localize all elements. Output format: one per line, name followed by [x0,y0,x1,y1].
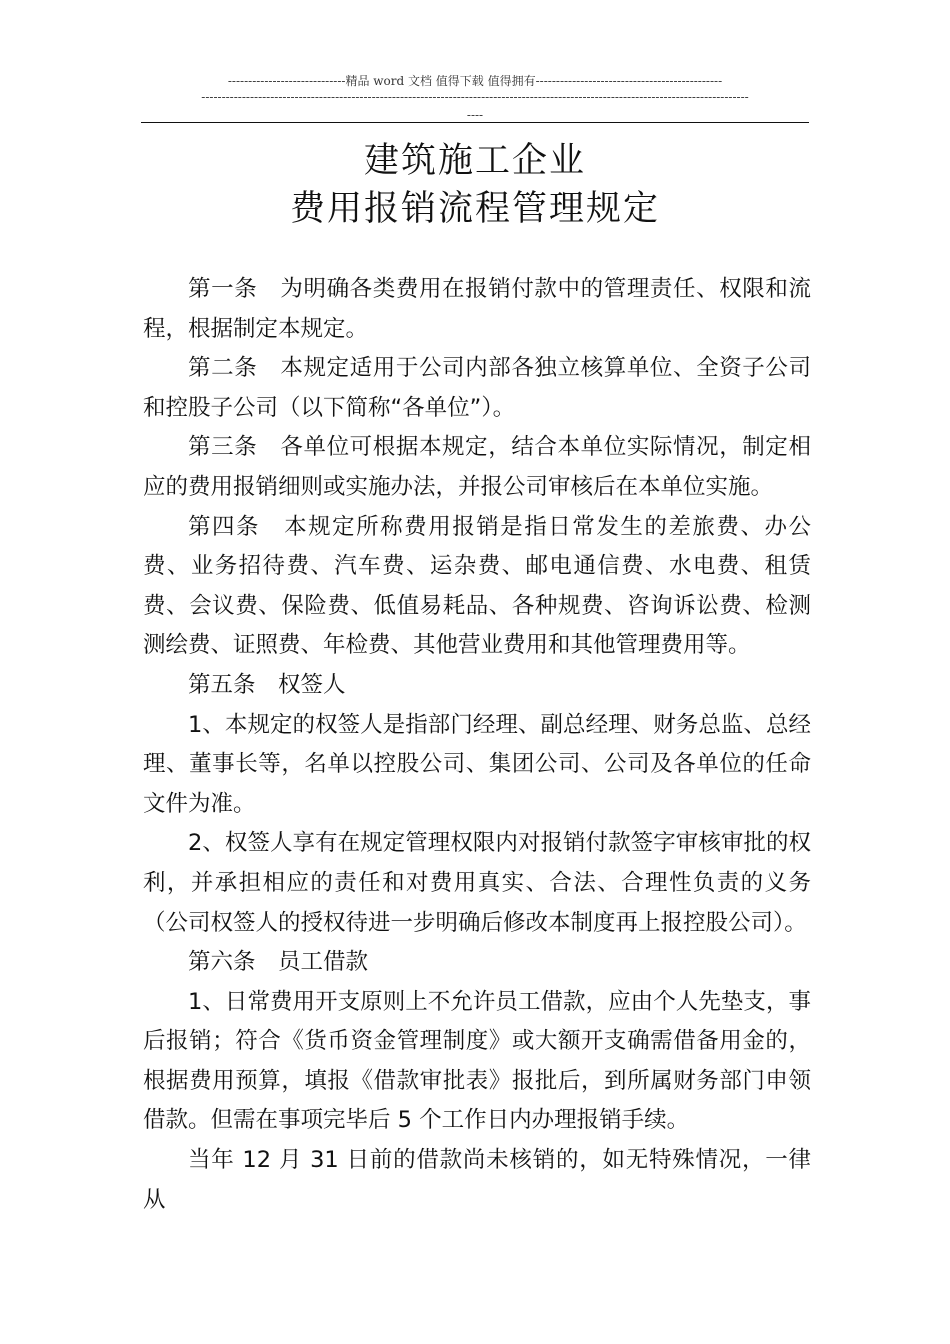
document-title-line2: 费用报销流程管理规定 [289,189,660,229]
article-1: 第一条 为明确各类费用在报销付款中的管理责任、权限和流程，根据制定本规定。 [143,276,811,342]
document-body [143,270,811,1220]
article-4: 第四条 本规定所称费用报销是指日常发生的差旅费、办公费、业务招待费、汽车费、运杂费、邮电通信费、水电费、租赁费、会议费、保险费、低值易耗品、各种规费、咨询诉讼费、检测测绘费、证照费、年检费、其他营业费用和其他管理费用等。 [143,513,811,659]
header-dash-line: --------------------------------------------------------------------------------------------------------------------------------------- [201,90,749,104]
article-5-clause-2: 2、权签人享有在规定管理权限内对报销付款签字审核审批的权利，并承担相应的责任和对费用真实、合法、合理性负责的义务（公司权签人的授权待进一步明确后修改本制度再上报控股公司）。 [143,830,811,936]
article-3: 第三条 各单位可根据本规定，结合本单位实际情况，制定相应的费用报销细则或实施办法，并报公司审核后在本单位实施。 [143,434,811,500]
article-6-continuation: 当年 12 月 31 日前的借款尚未核销的，如无特殊情况，一律从 [143,1147,811,1213]
header-rule [141,122,809,123]
article-6-heading: 第六条 员工借款 [188,949,369,976]
article-5-clause-1: 1、本规定的权签人是指部门经理、副总经理、财务总监、总经理、董事长等，名单以控股公司、集团公司、公司及各单位的任命文件为准。 [143,711,811,817]
article-2: 第二条 本规定适用于公司内部各独立核算单位、全资子公司和控股子公司（以下简称“各单位”）。 [143,355,811,421]
document-title-line1: 建筑施工企业 [363,141,586,181]
header-watermark-line: -----------------------------精品 word 文档 值得下载 值得拥有---------------------------------------------- [227,74,723,88]
header-dash-tail: ---- [466,108,484,122]
article-6-clause-1: 1、日常费用开支原则上不允许员工借款，应由个人先垫支，事后报销；符合《货币资金管理制度》或大额开支确需借备用金的，根据费用预算，填报《借款审批表》报批后，到所属财务部门申领借款。但需在事项完毕后 5 个工作日内办理报销手续。 [143,988,811,1134]
article-5-heading: 第五条 权签人 [188,671,346,698]
